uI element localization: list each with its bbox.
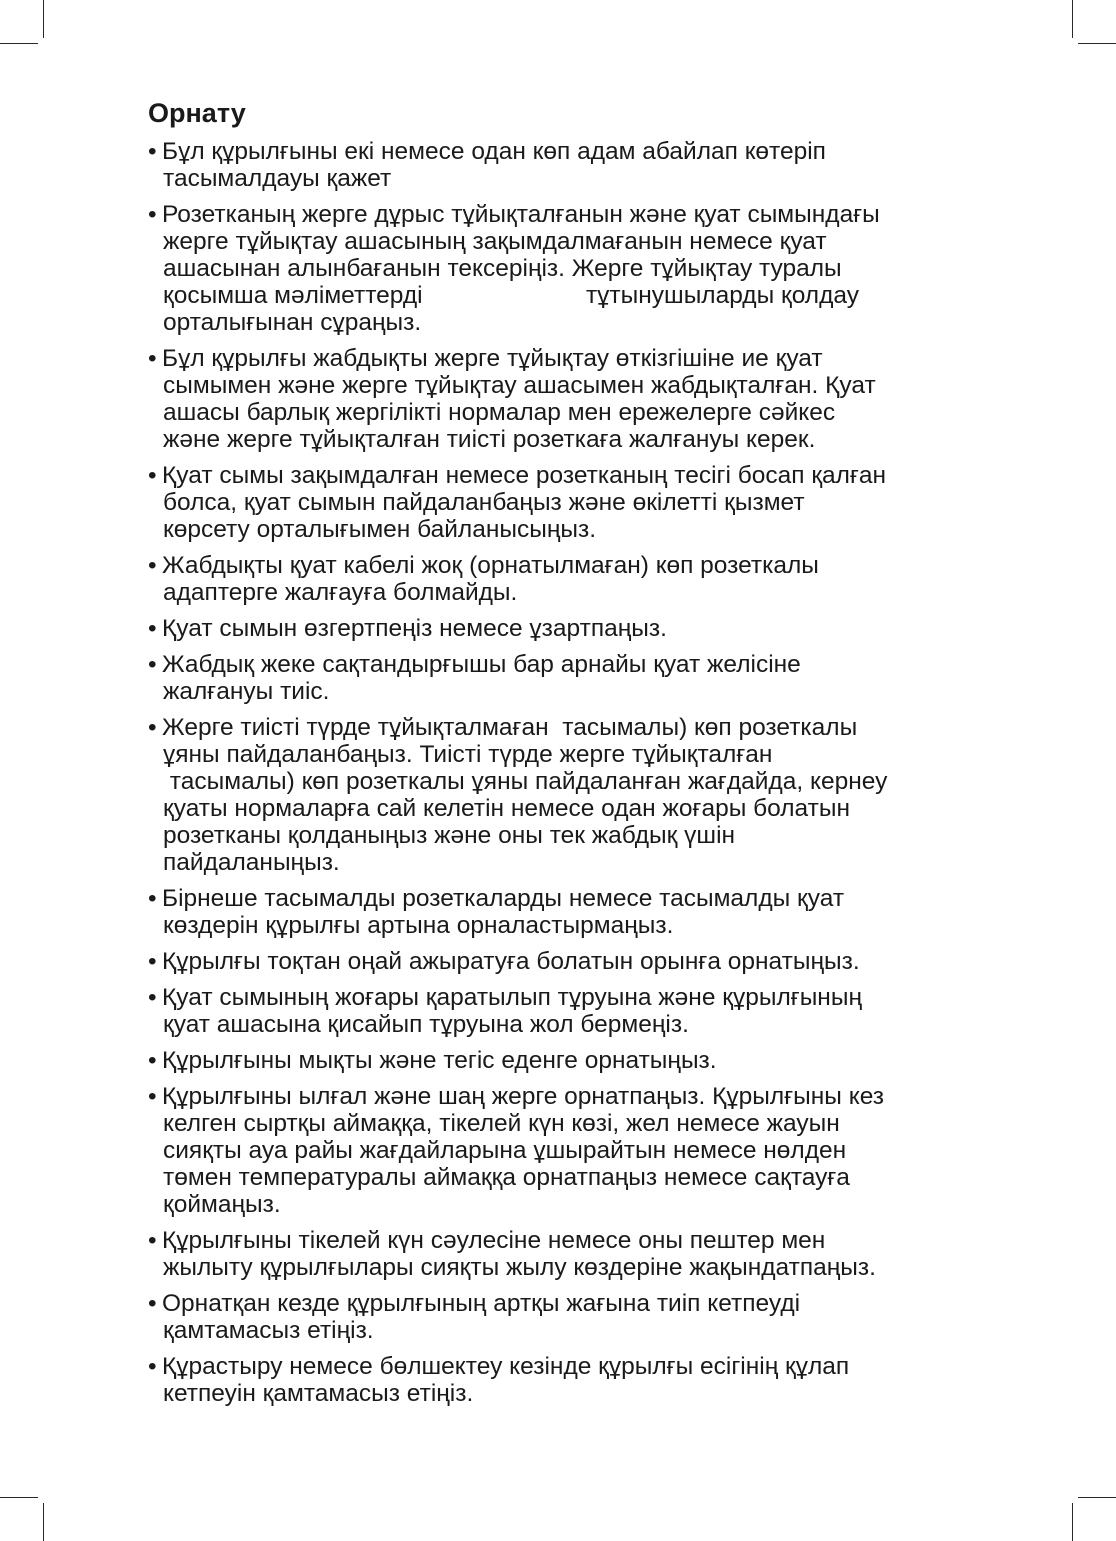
list-item xyxy=(148,651,978,705)
bullet-icon: • xyxy=(148,201,157,228)
list-item-text-line: жерге тұйықтау ашасының зақымдалмағанын немесе қуат xyxy=(163,228,827,255)
instruction-list xyxy=(148,138,978,1407)
list-item-text-line: төмен температуралы аймаққа орнатпаңыз немесе сақтауға xyxy=(163,1164,850,1191)
list-item xyxy=(148,462,978,543)
bullet-icon: • xyxy=(148,345,157,372)
document-body xyxy=(148,98,978,1416)
list-item xyxy=(148,984,978,1038)
bullet-icon: • xyxy=(148,714,157,741)
bullet-icon: • xyxy=(148,138,157,165)
list-item-text-line: Құрылғы тоқтан оңай ажыратуға болатын орынға орнатыңыз. xyxy=(162,948,860,975)
list-item-text-line: тасымалы) көп розеткалы ұяны пайдаланған жағдайда, кернеу xyxy=(163,768,888,795)
bullet-icon: • xyxy=(148,948,157,975)
list-item-text-line: жылыту құрылғылары сияқты жылу көздеріне жақындатпаңыз. xyxy=(163,1254,876,1281)
list-item xyxy=(148,138,978,192)
section-title: Орнату xyxy=(148,98,246,128)
list-item-text-line: Бұл құрылғы жабдықты жерге тұйықтау өткізгішіне ие қуат xyxy=(162,345,823,372)
crop-mark-top-right-horizontal xyxy=(1078,43,1116,44)
crop-mark-top-left-horizontal xyxy=(0,43,38,44)
bullet-icon: • xyxy=(148,651,157,678)
list-item-text-line: Жабдық жеке сақтандырғышы бар арнайы қуат желісіне xyxy=(162,651,801,678)
list-item xyxy=(148,1227,978,1281)
bullet-icon: • xyxy=(148,1353,157,1380)
list-item xyxy=(148,552,978,606)
list-item-text-line: болса, қуат сымын пайдаланбаңыз және өкілетті қызмет xyxy=(163,489,805,516)
list-item-text-line: Жерге тиісті түрде тұйықталмаған тасымалы) көп розеткалы xyxy=(162,714,858,741)
list-item-text-line: ашасы барлық жергілікті нормалар мен ережелерге сәйкес xyxy=(163,399,836,426)
list-item-text-line: және жерге тұйықталған тиісті розеткаға жалғануы керек. xyxy=(163,426,816,453)
list-item xyxy=(148,1353,978,1407)
list-item xyxy=(148,345,978,453)
list-item-text-line: Бірнеше тасымалды розеткаларды немесе тасымалды қуат xyxy=(162,885,845,912)
crop-mark-top-left-vertical xyxy=(43,0,44,38)
list-item xyxy=(148,885,978,939)
list-item xyxy=(148,1083,978,1218)
list-item-text-line: қамтамасыз етіңіз. xyxy=(163,1317,374,1344)
list-item-text-line: жалғануы тиіс. xyxy=(163,678,330,705)
list-item-text-line: Құрылғыны мықты және тегіс еденге орнатыңыз. xyxy=(162,1047,717,1074)
list-item xyxy=(148,1047,978,1074)
list-item-text-line: Қуат сымы зақымдалған немесе розетканың тесігі босап қалған xyxy=(162,462,887,489)
list-item xyxy=(148,714,978,876)
bullet-icon: • xyxy=(148,615,157,642)
list-item-text-line: орталығынан сұраңыз. xyxy=(163,309,422,336)
list-item-text-line: Розетканың жерге дұрыс тұйықталғанын және қуат сымындағы xyxy=(162,201,880,228)
list-item-text-line: Құрылғыны тікелей күн сәулесіне немесе оны пештер мен xyxy=(162,1227,826,1254)
list-item-text-line: Қуат сымын өзгертпеңіз немесе ұзартпаңыз. xyxy=(162,615,667,642)
list-item-text-line: сымымен және жерге тұйықтау ашасымен жабдықталған. Қуат xyxy=(163,372,876,399)
list-item-text-line: Бұл құрылғыны екі немесе одан көп адам абайлап көтеріп xyxy=(162,138,826,165)
crop-mark-bottom-left-vertical xyxy=(43,1503,44,1541)
bullet-icon: • xyxy=(148,1047,157,1074)
list-item-text-line: келген сыртқы аймаққа, тікелей күн көзі, жел немесе жауын xyxy=(163,1110,840,1137)
bullet-icon: • xyxy=(148,1227,157,1254)
bullet-icon: • xyxy=(148,1083,157,1110)
list-item xyxy=(148,201,978,336)
bullet-icon: • xyxy=(148,552,157,579)
list-item-text-line: көздерін құрылғы артына орналастырмаңыз. xyxy=(163,912,674,939)
list-item-text-line: қуаты нормаларға сай келетін немесе одан жоғары болатын xyxy=(163,795,851,822)
crop-mark-bottom-right-vertical xyxy=(1072,1503,1073,1541)
list-item-text-line: тасымалдауы қажет xyxy=(163,165,392,192)
list-item-text-line: Құрастыру немесе бөлшектеу кезінде құрылғы есігінің құлап xyxy=(162,1353,850,1380)
list-item xyxy=(148,1290,978,1344)
list-item-text-line: Орнатқан кезде құрылғының артқы жағына тиіп кетпеуді xyxy=(162,1290,801,1317)
bullet-icon: • xyxy=(148,885,157,912)
bullet-icon: • xyxy=(148,462,157,489)
list-item-text-line: пайдаланыңыз. xyxy=(163,849,340,876)
list-item-text-line: Құрылғыны ылғал және шаң жерге орнатпаңыз. Құрылғыны кез xyxy=(162,1083,885,1110)
list-item-text-line: қуат ашасына қисайып тұруына жол бермеңіз. xyxy=(163,1011,689,1038)
crop-mark-bottom-left-horizontal xyxy=(0,1497,38,1498)
crop-mark-bottom-right-horizontal xyxy=(1078,1497,1116,1498)
list-item-text-line: Жабдықты қуат кабелі жоқ (орнатылмаған) көп розеткалы xyxy=(162,552,819,579)
list-item xyxy=(148,615,978,642)
list-item-text-line: ұяны пайдаланбаңыз. Тиісті түрде жерге тұйықталған xyxy=(163,741,773,768)
list-item xyxy=(148,948,978,975)
list-item-text-line: розетканы қолданыңыз және оны тек жабдық үшін xyxy=(163,822,736,849)
bullet-icon: • xyxy=(148,1290,157,1317)
list-item-text-line: қоймаңыз. xyxy=(163,1191,281,1218)
list-item-text-line: Қуат сымының жоғары қаратылып тұруына және құрылғының xyxy=(162,984,862,1011)
list-item-text-line: ашасынан алынбағанын тексеріңіз. Жерге тұйықтау туралы xyxy=(163,255,842,282)
list-item-text-line: адаптерге жалғауға болмайды. xyxy=(163,579,518,606)
crop-mark-top-right-vertical xyxy=(1072,0,1073,38)
list-item-text-line: сияқты ауа райы жағдайларына ұшырайтын немесе нөлден xyxy=(163,1137,847,1164)
list-item-text-line: көрсету орталығымен байланысыңыз. xyxy=(163,516,597,543)
bullet-icon: • xyxy=(148,984,157,1011)
list-item-text-line: қосымша мәліметтерді тұтынушыларды қолдау xyxy=(163,282,860,309)
list-item-text-line: кетпеуін қамтамасыз етіңіз. xyxy=(163,1380,474,1407)
